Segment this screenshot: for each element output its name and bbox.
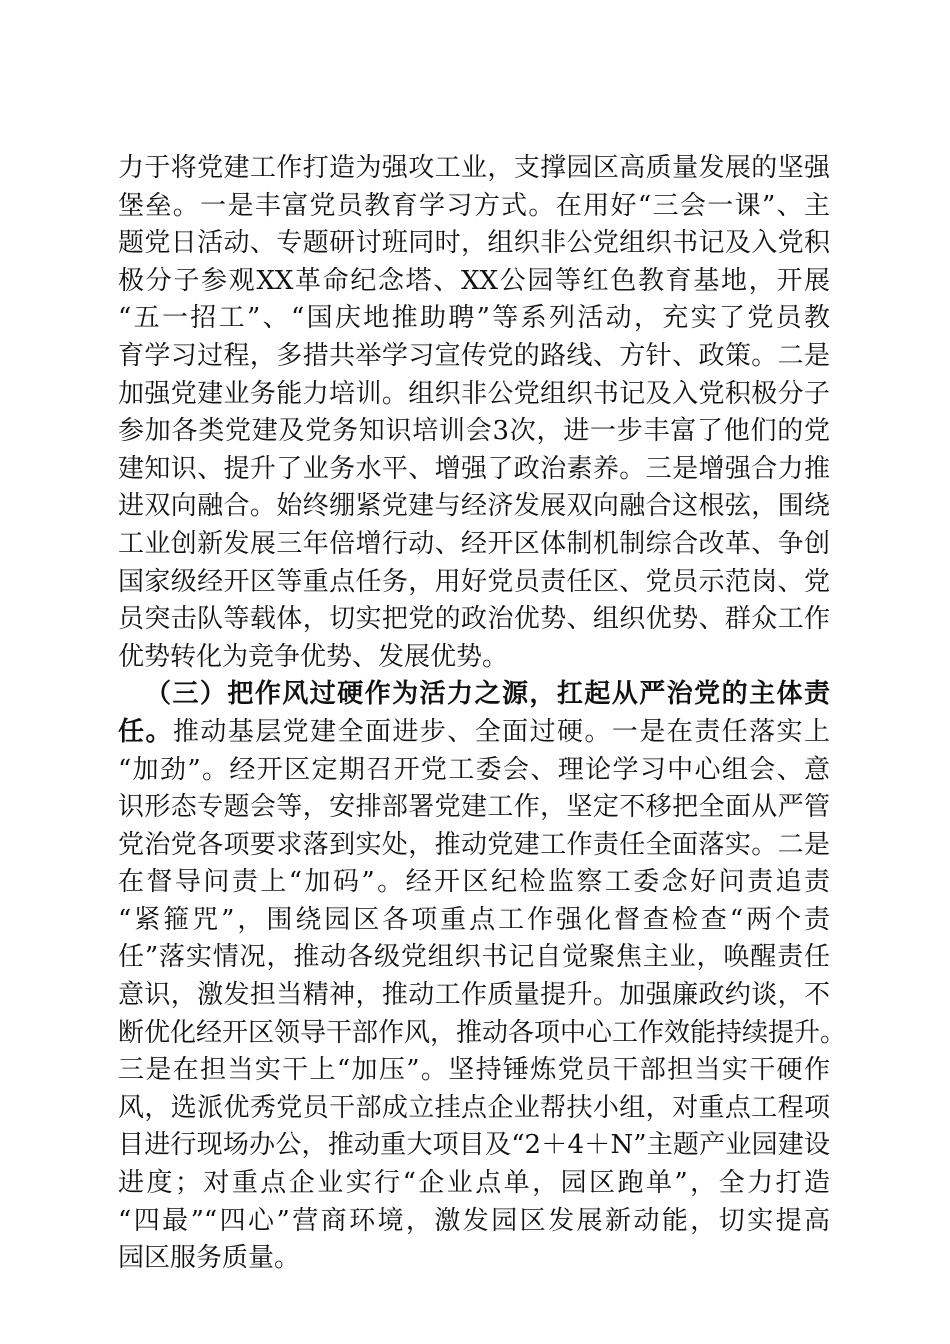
paragraph-1-line: 加强党建业务能力培训。组织非公党组织书记及入党积极分子 <box>118 378 830 409</box>
paragraph-1-line: 国家级经开区等重点任务，用好党员责任区、党员示范岗、党 <box>118 566 830 597</box>
paragraph-2-line: 任”落实情况，推动各级党组织书记自觉聚焦主业，唤醒责任 <box>118 942 830 973</box>
section-heading: （三）把作风过硬作为活力之源，扛起从严治党的主体责 <box>145 679 830 710</box>
paragraph-2-line-rest: 推动基层党建全面进步、全面过硬。一是在责任落实上 <box>172 716 830 747</box>
paragraph-1-line: 力于将党建工作打造为强攻工业，支撑园区高质量发展的坚强 <box>118 153 830 183</box>
paragraph-1-line: 优势转化为竞争优势、发展优势。 <box>118 641 509 672</box>
paragraph-1-line: “五一招工”、“国庆地推助聘”等系列活动，充实了党员教 <box>118 303 830 334</box>
paragraph-1-line: 极分子参观XX革命纪念塔、XX公园等红色教育基地，开展 <box>118 265 830 296</box>
paragraph-2-line: “紧箍咒”，围绕园区各项重点工作强化督查检查“两个责 <box>118 904 830 935</box>
paragraph-1-line: 员突击队等载体，切实把党的政治优势、组织优势、群众工作 <box>118 604 830 635</box>
paragraph-1-line: 育学习过程，多措共举学习宣传党的路线、方针、政策。二是 <box>118 340 830 371</box>
paragraph-2-line <box>118 714 830 752</box>
body-text <box>118 150 847 1278</box>
section-heading-end: 任。 <box>118 716 173 747</box>
paragraph-2-line: “四最”“四心”营商环境，激发园区发展新动能，切实提高 <box>118 1205 830 1236</box>
paragraph-2-line: 断优化经开区领导干部作风，推动各项中心工作效能持续提升。 <box>118 1017 847 1048</box>
paragraph-1-line: 进双向融合。始终绷紧党建与经济发展双向融合这根弦，围绕 <box>118 491 830 522</box>
paragraph-1-line: 堡垒。一是丰富党员教育学习方式。在用好“三会一课”、主 <box>118 190 830 221</box>
paragraph-1-line: 建知识、提升了业务水平、增强了政治素养。三是增强合力推 <box>118 453 830 484</box>
paragraph-2-line: 进度；对重点企业实行“企业点单，园区跑单”，全力打造 <box>118 1168 830 1199</box>
paragraph-1-line: 参加各类党建及党务知识培训会3次，进一步丰富了他们的党 <box>118 416 830 447</box>
paragraph-1-line: 工业创新发展三年倍增行动、经开区体制机制综合改革、争创 <box>118 528 830 559</box>
paragraph-2-line: 园区服务质量。 <box>118 1243 301 1274</box>
paragraph-2-line: 识形态专题会等，安排部署党建工作，坚定不移把全面从严管 <box>118 792 830 823</box>
paragraph-2-line: 目进行现场办公，推动重大项目及“2＋4＋N”主题产业园建设 <box>118 1130 830 1161</box>
paragraph-2-line: 意识，激发担当精神，推动工作质量提升。加强廉政约谈，不 <box>118 980 830 1011</box>
paragraph-2-line: 党治党各项要求落到实处，推动党建工作责任全面落实。二是 <box>118 829 830 860</box>
paragraph-2-line: 三是在担当实干上“加压”。坚持锤炼党员干部担当实干硬作 <box>118 1055 830 1086</box>
paragraph-2-line: 在督导问责上“加码”。经开区纪检监察工委念好问责追责 <box>118 867 830 898</box>
paragraph-2-line: 风，选派优秀党员干部成立挂点企业帮扶小组，对重点工程项 <box>118 1092 830 1123</box>
paragraph-2-line: “加劲”。经开区定期召开党工委会、理论学习中心组会、意 <box>118 754 830 785</box>
paragraph-1-line: 题党日活动、专题研讨班同时，组织非公党组织书记及入党积 <box>118 228 830 259</box>
